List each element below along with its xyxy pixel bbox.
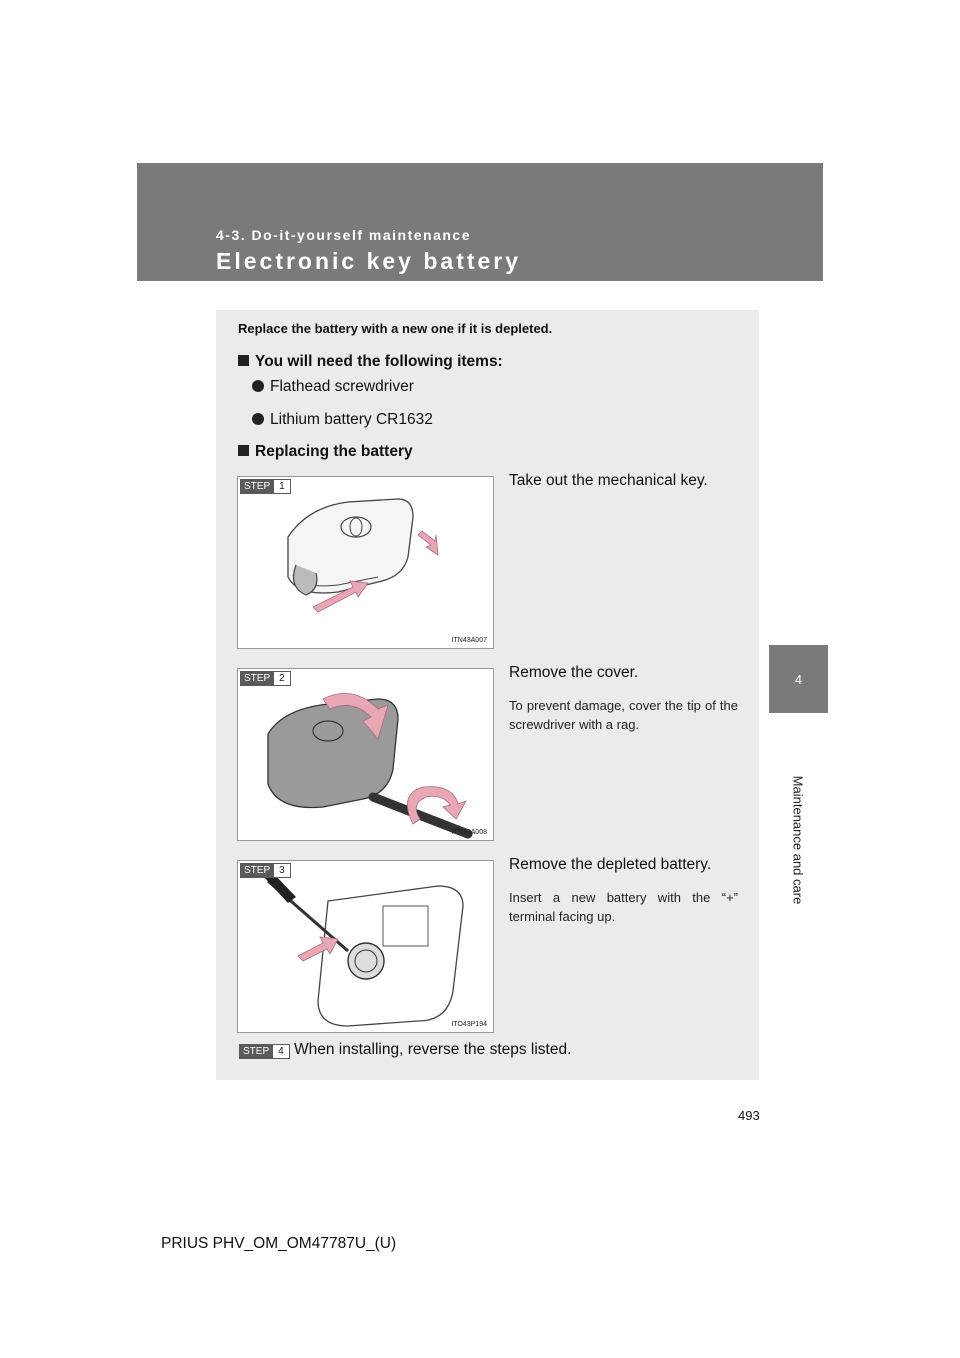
- chapter-label: Maintenance and care: [790, 775, 806, 905]
- chapter-number: 4: [794, 671, 803, 687]
- replace-heading: Replacing the battery: [238, 443, 413, 461]
- step-3-note: Insert a new battery with the “+” terminal facing up.: [509, 890, 738, 924]
- items-heading: You will need the following items:: [238, 353, 503, 371]
- step-1-tag: STEP 1: [240, 479, 291, 494]
- step-1-figure: [237, 476, 494, 649]
- key-fob-remove-key-illustration: [238, 477, 494, 649]
- square-bullet-icon: [238, 355, 249, 366]
- document-id: PRIUS PHV_OM_OM47787U_(U): [161, 1235, 397, 1252]
- step-4-tag: STEP 4: [239, 1044, 290, 1059]
- key-fob-pry-cover-illustration: [238, 669, 494, 841]
- list-item: Flathead screwdriver: [252, 378, 414, 396]
- section-title: 4-3. Do-it-yourself maintenance: [216, 227, 471, 243]
- step-1-text: Take out the mechanical key.: [509, 472, 708, 489]
- bullet-icon: [252, 380, 264, 392]
- step-2-tag: STEP 2: [240, 671, 291, 686]
- step-3-text: Remove the depleted battery.: [509, 856, 712, 873]
- figure-code: ITO43P194: [451, 1021, 487, 1028]
- step-2-figure: [237, 668, 494, 841]
- step-3-figure: [237, 860, 494, 1033]
- intro-text: Replace the battery with a new one if it is depleted.: [238, 321, 553, 336]
- page-title: Electronic key battery: [216, 248, 522, 274]
- battery-removal-illustration: [238, 861, 494, 1033]
- list-item: Lithium battery CR1632: [252, 411, 433, 429]
- step-3-tag: STEP 3: [240, 863, 291, 878]
- step-4-text: When installing, reverse the steps listed.: [294, 1041, 572, 1058]
- bullet-icon: [252, 413, 264, 425]
- step-2-note: To prevent damage, cover the tip of the screwdriver with a rag.: [509, 698, 738, 732]
- square-bullet-icon: [238, 445, 249, 456]
- figure-code: ITN43A007: [451, 637, 487, 644]
- figure-code: ITN43A008: [451, 829, 487, 836]
- page-number: 493: [738, 1108, 760, 1123]
- step-2-text: Remove the cover.: [509, 664, 639, 681]
